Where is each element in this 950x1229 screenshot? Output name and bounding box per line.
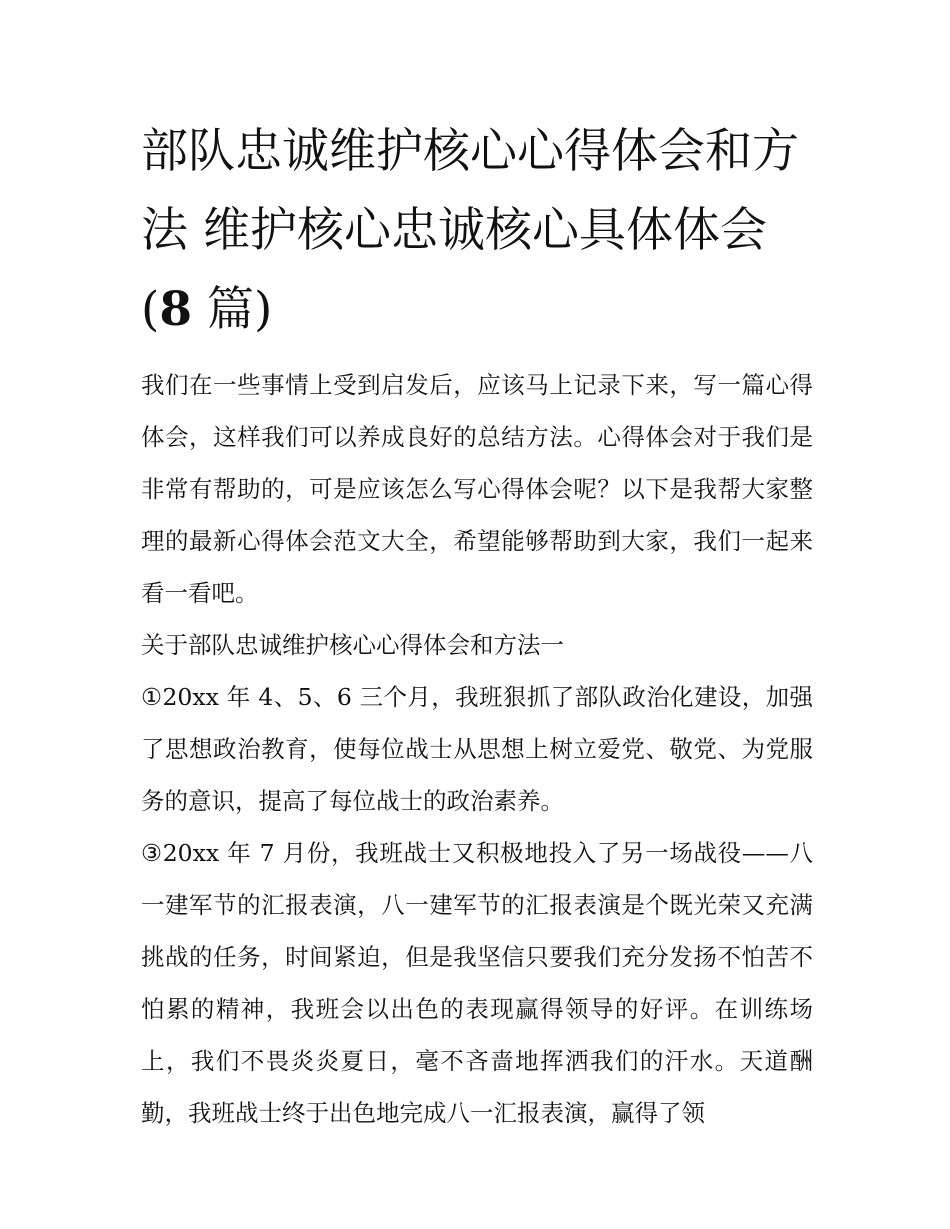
intro-paragraph: 我们在一些事情上受到启发后，应该马上记录下来，写一篇心得体会，这样我们可以养成良好的总结方法。心得体会对于我们是非常有帮助的，可是应该怎么写心得体会呢？以下是我帮大家整理的最新心得体会范文大全，希望能够帮助到大家，我们一起来看一看吧。 [141,371,813,607]
body-paragraph-3: ③20xx 年 7 月份，我班战士又积极地投入了另一场战役——八一建军节的汇报表演，八一建军节的汇报表演是个既光荣又充满挑战的任务，时间紧迫，但是我坚信只要我们充分发扬不怕苦不怕累的精神，我班会以出色的表现赢得领导的好评。在训练场上，我们不畏炎炎夏日，毫不吝啬地挥洒我们的汗水。天道酬勤，我班战士终于出色地完成八一汇报表演，赢得了领 [141,839,813,1127]
body-paragraph-1: ①20xx 年 4、5、6 三个月，我班狠抓了部队政治化建设，加强了思想政治教育，使每位战士从思想上树立爱党、敬党、为党服务的意识，提高了每位战士的政治素养。 [141,683,813,815]
title-text-part2: 篇) [192,282,273,337]
title-number: 8 [159,282,193,337]
document-content [141,112,813,1139]
document-body [141,359,813,1139]
section-heading: 关于部队忠诚维护核心心得体会和方法一 [141,631,564,659]
title-text-part1: 部队忠诚维护核心心得体会和方法 维护核心忠诚核心具体体会( [141,124,799,337]
document-title [141,112,813,349]
